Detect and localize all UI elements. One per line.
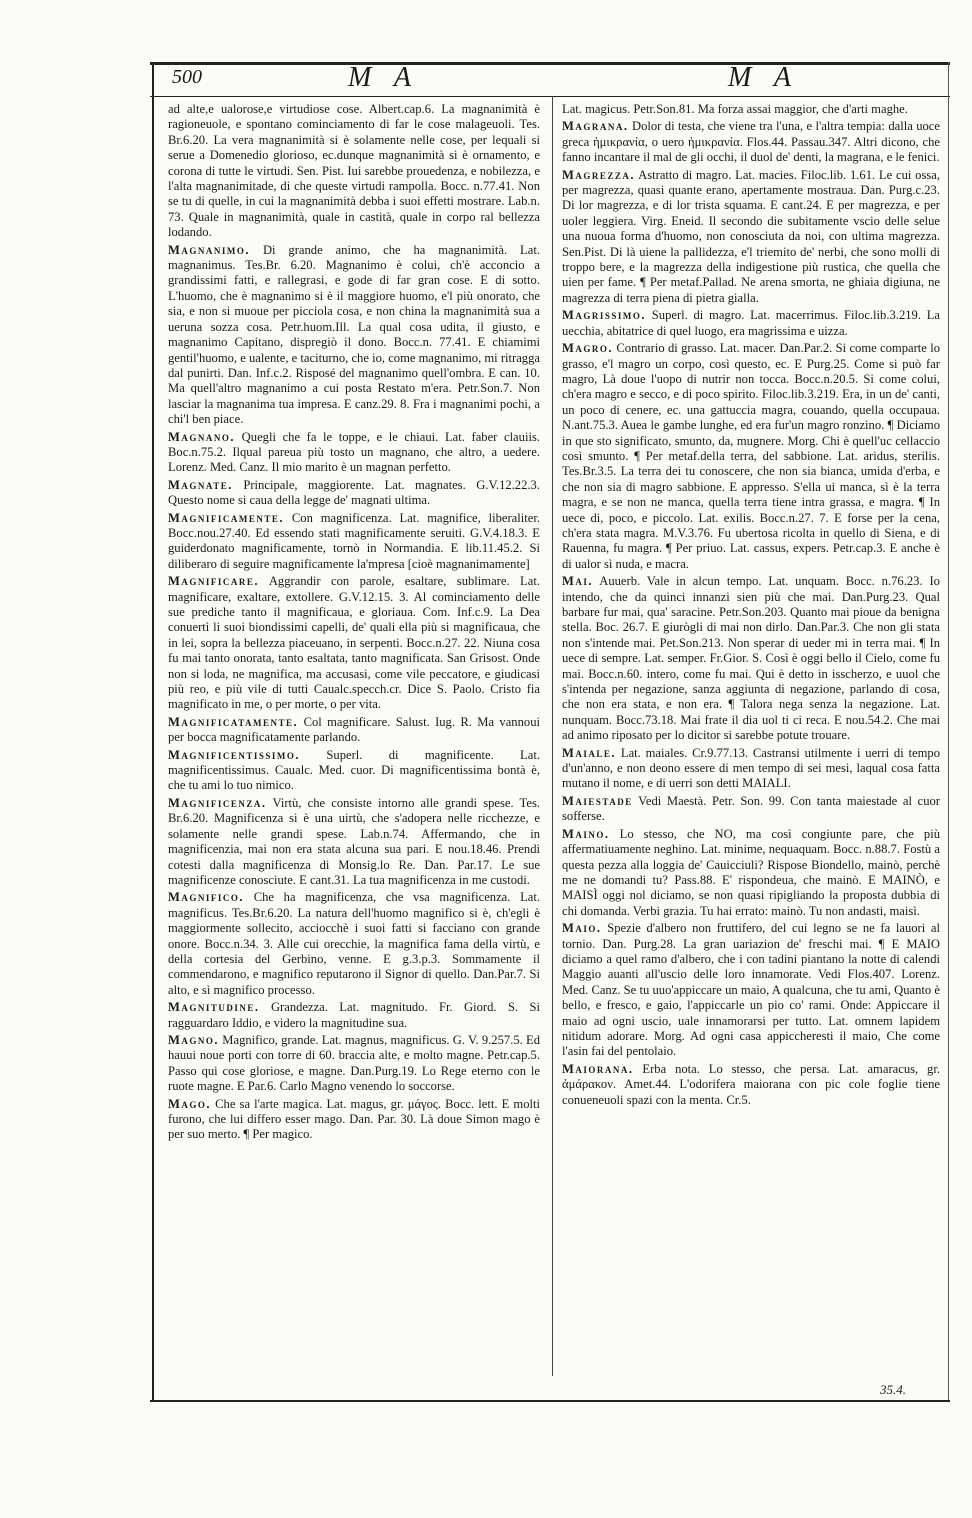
entry-text: Auuerb. Vale in alcun tempo. Lat. unquam. Bocc. n.76.23. Io intendo, che da quinci innanzi sien più che mai. Dan.Purg.23. Qual barbare fur mai, qua' saracine. Petr.Son.203. Quanto mai pioue da benigna stella. Boc. 26.7. E giurògli di mai non dirlo. Dan.Par.3. Che non gli stata non s'intende mai. Pet.Son.213. Non sperar di ueder mi in terra mai. ¶ In uece di sempre. Lat. semper. Fr.Gior. S. Così è oggi bello il Cielo, come fu mai. Bocc.n.60. intero, come fu mai. Qui è detto in isscherzo, e uuol che s'intenda per negazione, sanza aggiunta di negazione, parlando di cosa, che non era stata, e non era. ¶ Talora nega senza la negazione. Lat. nunquam. Bocc.73.18. Mai frate il dia uol ti ci reca. E nou.54.2. Che mai ad animo riposato per lo dicitor si sarebbe potute trouare. <box>562 574 940 743</box>
entry-headword: Magnate. <box>168 477 233 492</box>
entry-headword: Magrana. <box>562 119 629 134</box>
dictionary-entry <box>168 890 540 998</box>
entry-headword: Maiorana. <box>562 1061 634 1076</box>
top-rule <box>150 62 950 65</box>
entry-headword: Magnificentissimo. <box>168 747 301 762</box>
entry-text: Di grande animo, che ha magnanimità. Lat. magnanimus. Tes.Br. 6.20. Magnanimo è colui, ch'è acconcio a grandissimi fatti, e rallegrasi, e gode di far gran cose. E di sotto. L'huomo, che è magnanimo si è il maggiore huomo, e'l più onorato, che sia, e non si muoue per picciola cosa, e non china la magnanimità sua a ueruna sozza cosa. Petr.huom.Ill. La qual cosa udita, il giusto, e magnanimo Capitano, dispregiò il dono. Bocc.n. 77.41. E chiamimi gentil'huomo, e ualente, e taciturno, che io, come magnanimo, mi ritragga dal punirti. Dan. Inf.c.2. Risposé del magnanimo quell'ombra. E can. 10. Ma quell'altro magnanimo a cui posta Restato m'era. Petr.Son.7. Non lasciar la magnanima tua impresa. E canz.29. 8. Fra i magnanimi pochi, a chi'l ben piace. <box>168 242 540 427</box>
entry-text: Quegli che fa le toppe, e le chiaui. Lat. faber clauiis. Boc.n.75.2. Ilqual pareua più tosto un magnano, che altro, a uedere. Lorenz. Med. Canz. Il mio marito è un magnan perfetto. <box>168 429 540 475</box>
entry-text: Vedi Maestà. Petr. Son. 99. Con tanta maiestade al cuor sofferse. <box>562 793 940 824</box>
entry-headword: Magrissimo. <box>562 308 647 323</box>
dictionary-entry <box>168 715 540 746</box>
entry-headword: Magro. <box>562 341 614 356</box>
catchword: 35.4. <box>880 1382 906 1397</box>
dictionary-entry <box>168 1097 540 1143</box>
entry-headword: Magno. <box>168 1032 220 1047</box>
right-frame-rule <box>948 62 949 1402</box>
dictionary-entry <box>168 748 540 794</box>
entry-text: ad alte,e ualorose,e virtudiose cose. Albert.cap.6. La magnanimità è ragioneuole, e spontano cominciamento di far le cose malageuoli. Tes. Br.6.20. La vera magnanimità si è solamente nelle cose, per lequali si serue a Domenedio glorioso, ec.dunque magnanimità si è ornamento, e corona di tutte le virtudi. Sen. Pist. Iui sarebbe prouedenza, e nobilezza, e l'alta magnanimitade, di che queste virtudi rampolla. Bocc. n.77.41. Non se tu di quelle, in cui la magnanimità debba i suoi effetti mostrare. Lab.n. 73. Quale in magnanimità, quale in castità, quale in corpo ral bellezza lodando. <box>168 102 540 240</box>
entry-headword: Magnificamente. <box>168 510 285 525</box>
entry-text: Principale, maggiorente. Lat. magnates. G.V.12.22.3. Questo nome si caua della legge de' magnati ultima. <box>168 477 540 508</box>
header-rule <box>150 96 950 97</box>
entry-text: Superl. di magnificente. Lat. magnificentissimus. Caualc. Med. cuor. Di magnificentissima bontà è, che tu ami lo tuo nimico. <box>168 747 540 793</box>
entry-text: Che sa l'arte magica. Lat. magus, gr. μάγος. Bocc. lett. E molti furono, che lui differo esser mago. Dan. Par. 30. Là doue Simon mago è per suo merto. ¶ Per magico. <box>168 1096 540 1142</box>
entry-text: Lo stesso, che NO, ma così congiunte pare, che più affermatiuamente neghino. Lat. minime, nequaquam. Bocc. n.88.7. Fostù a questa pezza alla loggia de' Cauicciuli? Rispose Biondello, mainò, perchè me ne domandi tu? Pass.88. E' rispondeua, che mainò. E MAINÒ, e MAISÌ oggi nol diciamo, se non quasi ripigliando la proposta dubbia di chi domanda. Verbi grazia. Tu hai errato: mainò. Tu non andasti, maisì. <box>562 826 940 918</box>
dictionary-entry <box>168 796 540 888</box>
entry-headword: Magnanimo. <box>168 242 251 257</box>
left-column <box>168 102 540 1378</box>
dictionary-entry <box>562 102 940 117</box>
entry-text: Grandezza. Lat. magnitudo. Fr. Giord. S. Si ragguardaro Iddio, e videro la magnitudine sua. <box>168 1000 540 1030</box>
dictionary-entry <box>562 746 940 792</box>
entry-text: Che ha magnificenza, che vsa magnificenza. Lat. magnificus. Tes.Br.6.20. La natura dell'huomo magnifico si è, ch'egli è maggiormente sollecito, acciocchè i suoi fatti si facciano con grande onore. Bocc.n.34. 3. Alle cui orecchie, la magnifica fama della virtù, e della cortesia del Gerbino, venne. E g.3.p.3. Sommamente il commendarono, e magnifico reputarono il Signor di quello. Dan.Par.7. Si alto, e sì magnifico processo. <box>168 890 540 997</box>
entry-text: Astratto di magro. Lat. macies. Filoc.lib. 1.61. Le cui ossa, per magrezza, quasi quante erano, apertamente mostraua. Dan. Purg.c.23. Di lor magrezza, e di lor trista squama. E cant.24. E per magrezza, e per uoler leggiera. Virg. Eneid. Il secondo die subitamente vscio delle selue una nuoua forma d'huomo, non conosciuta da noi, con ultima magrezza. Sen.Pist. Di là uiene la pallidezza, e'l triemito de' nerbi, che sono molli di troppo bere, e la magrezza della indigestione più rustica, che quella che uien per fame. ¶ Per metaf.Pallad. Ne arena smorta, ne ghiaia digiuna, ne magrezza di terra piena di pietra gialla. <box>562 167 940 305</box>
dictionary-entry <box>562 308 940 339</box>
dictionary-entry <box>168 574 540 713</box>
entry-text: Aggrandir con parole, esaltare, sublimare. Lat. magnificare, exaltare, extollere. G.V.12.15. 3. Al cominciamento delle sue prediche tanto il magnificaua, e gloriaua. Com. Inf.c.9. La Dea conuertì li suoi biondissimi capelli, de' quali ella più si magnificaua, che in lei, sopra la bellezza piaceuano, in serpenti. Bocc.n.27. 22. Niuna cosa fu mai tanto onorata, tanto esaltata, tanto magnificata. San Grisost. Onde non si loda, ne magnifica, ma accusasi, come vile peccatore, e giudicasi più reo, e più vile di tutti Caualc.specch.cr. Dice S. Paolo. Cristo fia magnificato in me, o per morte, o per vita. <box>168 574 540 712</box>
entry-text: Dolor di testa, che viene tra l'una, e l'altra tempia: dalla uoce greca ἡμικρανία, o uero ἡμικρανία. Flos.44. Passau.347. Altri dicono, che fanno incantare il mal de gli occhi, il duol de' denti, la magrana, e le fenici. <box>562 119 940 165</box>
page-number: 500 <box>172 66 202 88</box>
dictionary-entry <box>562 574 940 743</box>
entry-headword: Maiestade <box>562 793 633 808</box>
column-divider <box>552 96 553 1376</box>
entry-headword: Maino. <box>562 826 610 841</box>
entry-headword: Magrezza. <box>562 167 636 182</box>
dictionary-entry <box>562 921 940 1060</box>
dictionary-entry <box>562 827 940 919</box>
running-head-left: M A <box>348 62 419 93</box>
entry-headword: Magnitudine. <box>168 1000 260 1015</box>
entry-text: Spezie d'albero non fruttifero, del cui legno se ne fa lauori al tornio. Dan. Purg.28. La gran uariazion de' freschi mai. ¶ E MAIO diciamo a quel ramo d'albero, che i con tadini piantano la notte di calendi Maggio auanti all'uscio delle loro innamorate. Vedi Flos.407. Lorenz. Med. Canz. Se tu uuo'appiccare un maio, A qualcuna, che tu ami, Quanto è bello, e fresco, e gaio, l'appiccarle un pio co' rami. Onde: Appiccare il maio ad ogni uscio, uale innamorarsi per tutto. Lat. omnem lapidem nitidum adorare. Morg. Ad ogni casa appiccheresti il maio, Che come l'asin fai del pentolaio. <box>562 921 940 1059</box>
entry-text: Contrario di grasso. Lat. macer. Dan.Par.2. Si come comparte lo grasso, e'l magro un corpo, così questo, ec. E Purg.25. Come si può far magro, Là doue l'uopo di nutrir non tocca. Bocc.n.20.5. Si come colui, ch'era magro e secco, e di poco spirito. Filoc.lib.3.219. Era, in un de' canti, un poco di cenere, ec. una gattuccia magra, couando, quella occupaua. N.ant.75.3. Auea le gambe lunghe, ed era fur'un magro ronzino. ¶ Diciamo in que sto significato, smunto, da, mugnere. Morg. Chi è quell'uc cellaccio così smunto. ¶ Per metaf.della terra, del sabbione. Lat. aridus, sterilis. Tes.Br.3.5. La terra dei tu conoscere, che non sia bianca, umida d'erba, e che non sia di magro sabbione. E appresso. S'ella ui manca, sì è la terra magra, e se non ne manca, quella terra tiene intra grassa, e magra. ¶ In uece di, poco, e piccolo. Lat. exilis. Bocc.n.27. 7. E forse per la cena, ch'era stata magra. M.V.3.76. Fu ubertosa ricolta in quello di Siena, e di Rauenna, fu magra. ¶ Per priuo. Lat. cassus, expers. Petr.cap.3. E anche è di ualor sì nuda, e macra. <box>562 341 940 571</box>
entry-headword: Magnano. <box>168 429 236 444</box>
dictionary-entry <box>562 168 940 307</box>
entry-text: Lat. maiales. Cr.9.77.13. Castransi utilmente i uerri di tempo d'un'anno, e non deono essere di men tempo di sei mesi, laqual cosa fatta mutano il nome, e di uerri son detti MAIALI. <box>562 745 940 791</box>
dictionary-entry <box>562 1062 940 1108</box>
bottom-rule <box>150 1400 950 1402</box>
dictionary-entry <box>562 341 940 572</box>
dictionary-entry <box>562 794 940 825</box>
entry-headword: Mago. <box>168 1096 212 1111</box>
dictionary-entry <box>168 243 540 428</box>
dictionary-entry <box>168 511 540 573</box>
entry-headword: Maiale. <box>562 745 617 760</box>
entry-headword: Magnificatamente. <box>168 714 299 729</box>
entry-text: Superl. di magro. Lat. macerrimus. Filoc.lib.3.219. La uecchia, abitatrice di quel luogo, era magrissima e uizza. <box>562 308 940 338</box>
entry-headword: Magnificare. <box>168 574 260 589</box>
dictionary-entry <box>168 102 540 241</box>
dictionary-entry <box>168 1000 540 1031</box>
dictionary-entry <box>562 119 940 165</box>
dictionary-entry <box>168 1033 540 1095</box>
entry-text: Lat. magicus. Petr.Son.81. Ma forza assai maggior, che d'arti maghe. <box>562 102 908 116</box>
entry-text: Con magnificenza. Lat. magnifice, liberaliter. Bocc.nou.27.40. Ed essendo stati magnificamente seruiti. G.V.4.18.3. E guiderdonato magnificamente, tornò in Normandia. E lib.11.45.2. Si diliberaro di seguire magnificamente la'mpresa [cioè magnanimamente] <box>168 510 540 571</box>
entry-headword: Mai. <box>562 574 594 589</box>
dictionary-entry <box>168 430 540 476</box>
entry-text: Col magnificare. Salust. Iug. R. Ma vannoui per bocca magnificatamente parlando. <box>168 714 540 745</box>
entry-headword: Magnifico. <box>168 890 245 905</box>
right-column <box>562 102 940 1378</box>
entry-text: Erba nota. Lo stesso, che persa. Lat. amaracus, gr. ἀμάρακον. Amet.44. L'odorifera maiorana con pic cole foglie tiene conueneuoli spazi con la menta. Cr.5. <box>562 1061 940 1107</box>
running-head-right: M A <box>728 62 799 93</box>
entry-headword: Maio. <box>562 921 602 936</box>
entry-text: Virtù, che consiste intorno alle grandi spese. Tes. Br.6.20. Magnificenza si è una uirtù, che s'adopera nelle ricchezze, e solamente nelle grandi spese. Lab.n.74. Affermando, che in magnificenzia, mai non era stata alcuna sua pari. E nou.18.46. Prendi cotesti dalla magnificenza di Monsig.lo Re. Dan. Par.17. Le sue magnificenze conosciute. E cant.31. La tua magnificenza in me custodi. <box>168 795 540 887</box>
entry-text: Magnifico, grande. Lat. magnus, magnificus. G. V. 9.257.5. Ed hauui noue porti con torre di 60. braccia alte, e molto magne. Petr.cap.5. Passo qui cose gloriose, e magne. Dan.Purg.19. Lo Rege eterno con le ruote magne. E Par.6. Carlo Magno venendo lo soccorse. <box>168 1032 540 1094</box>
left-frame-rule <box>152 62 154 1402</box>
dictionary-entry <box>168 478 540 509</box>
entry-headword: Magnificenza. <box>168 795 267 810</box>
